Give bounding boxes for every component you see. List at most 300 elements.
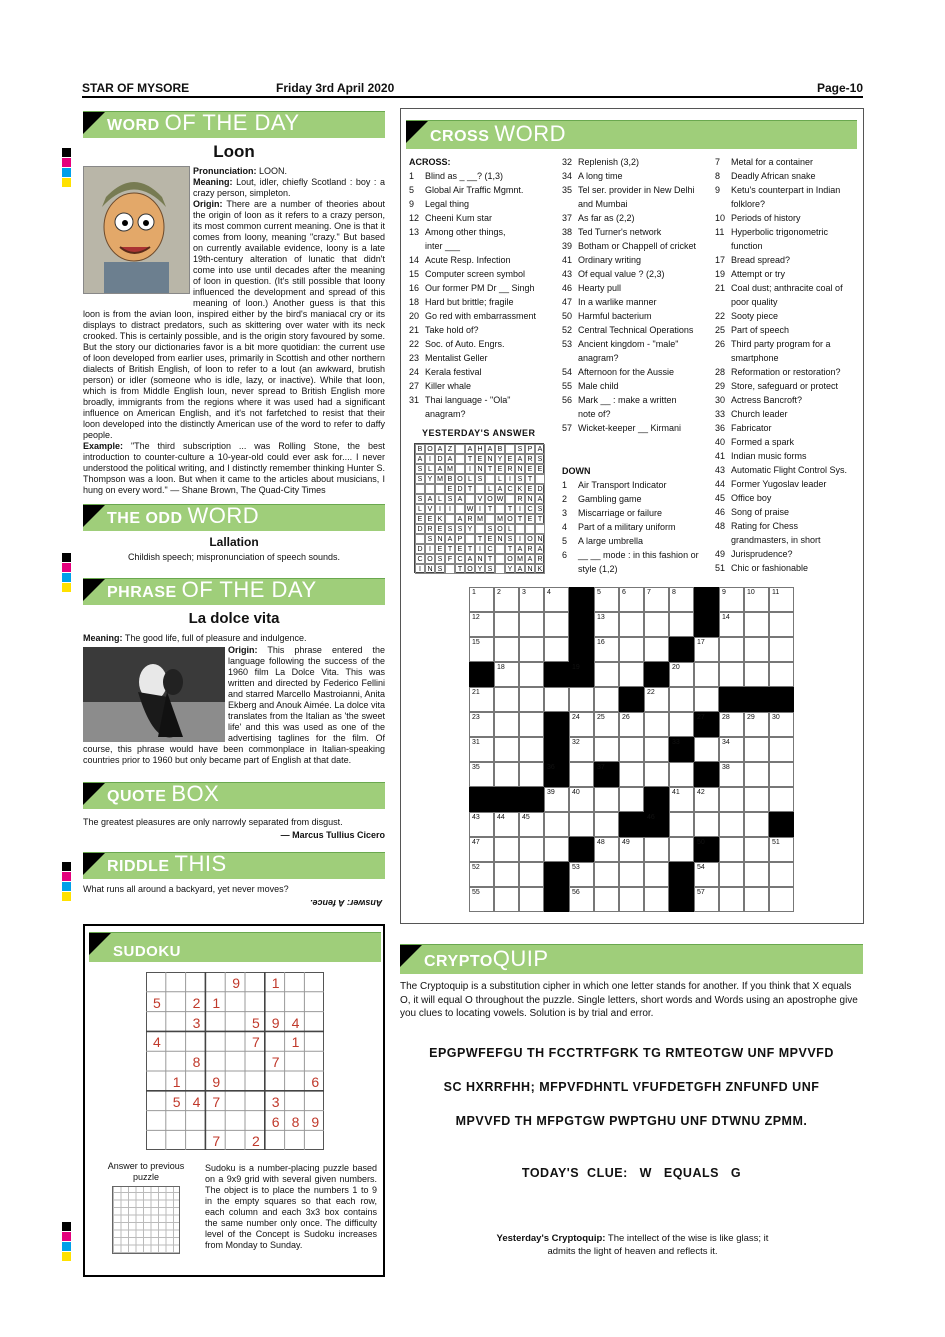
sudoku-cell[interactable]: 1 <box>271 975 280 991</box>
crossword-cell[interactable] <box>519 687 544 712</box>
sudoku-cell[interactable]: 9 <box>232 975 240 991</box>
sudoku-cell[interactable]: 4 <box>291 1014 300 1031</box>
sudoku-cell[interactable] <box>206 1112 226 1132</box>
sudoku-cell[interactable] <box>305 1092 325 1112</box>
yesterday-cell <box>535 524 545 534</box>
yesterday-cell: I <box>415 564 425 574</box>
clue-number: 51 <box>715 563 726 573</box>
sudoku-cell[interactable] <box>147 973 167 993</box>
phrase-origin: Origin: This phrase entered the language following the success of the 1960 film La Dolce Vita. This was written and directed by Federico Fellini and starred Marcello Mastroianni, Anita Ekberg and Anouk Aimée. La dolce vita translates from the Italian as 'the sweet life' and this was used as one of the advertising taglines for the film. Of course, this phrase would have been commonplace in Italian-speaking countries prior to 1960 but only became part of English at that date. <box>83 645 386 765</box>
crossword-cell[interactable] <box>519 612 544 637</box>
cell-number: 17 <box>697 639 705 646</box>
sudoku-cell[interactable]: 7 <box>252 1034 260 1051</box>
crossword-cell[interactable] <box>569 862 594 887</box>
crossword-cell[interactable] <box>594 787 619 812</box>
yesterday-cell: W <box>466 506 474 513</box>
crossword-cell[interactable] <box>694 887 719 912</box>
yesterday-cell <box>445 514 455 524</box>
sudoku-cell[interactable] <box>167 1032 187 1052</box>
clue-text: Blind as _ __? (1,3) <box>425 171 504 181</box>
sudoku-cell[interactable]: 2 <box>192 994 201 1011</box>
sudoku-cell[interactable] <box>167 1112 187 1132</box>
sudoku-cell[interactable]: 2 <box>252 1133 260 1150</box>
crossword-cell[interactable] <box>494 687 519 712</box>
crossword-cell[interactable] <box>469 712 494 737</box>
sudoku-cell[interactable] <box>167 1052 187 1072</box>
crossword-cell[interactable] <box>494 837 519 862</box>
crossword-cell[interactable] <box>519 862 544 887</box>
odd-word-definition: Childish speech; mispronunciation of speech sounds. <box>127 552 341 562</box>
cell-number: 48 <box>597 839 605 846</box>
crossword-cell[interactable] <box>744 762 769 787</box>
yesterday-cell <box>525 524 535 534</box>
sudoku-cell[interactable] <box>147 1052 167 1072</box>
crossword-cell[interactable] <box>719 762 744 787</box>
sudoku-cell[interactable] <box>226 993 246 1013</box>
crossword-cell[interactable] <box>519 587 544 612</box>
yesterday-cell: E <box>435 524 445 534</box>
sudoku-cell[interactable] <box>147 1131 167 1151</box>
crossword-cell[interactable] <box>469 887 494 912</box>
crossword-cell[interactable] <box>469 862 494 887</box>
crossword-cell[interactable] <box>619 612 644 637</box>
crossword-cell[interactable] <box>744 637 769 662</box>
crossword-cell[interactable] <box>719 837 744 862</box>
yesterday-cell: C <box>415 554 425 564</box>
yesterday-cell: S <box>425 534 435 544</box>
crossword-cell[interactable] <box>544 637 569 662</box>
crossword-cell[interactable] <box>469 812 494 837</box>
yesterday-cell: N <box>425 564 435 574</box>
crossword-cell[interactable] <box>594 812 619 837</box>
crossword-cell[interactable] <box>719 612 744 637</box>
crossword-cell[interactable] <box>619 837 644 862</box>
sudoku-cell[interactable] <box>206 1013 226 1033</box>
crossword-cell[interactable] <box>544 612 569 637</box>
sudoku-cell[interactable]: 9 <box>311 1113 320 1130</box>
crossword-cell[interactable] <box>494 637 519 662</box>
sudoku-cell[interactable] <box>187 1131 207 1151</box>
yesterday-cell: A <box>535 444 545 454</box>
crossword-cell[interactable] <box>769 762 794 787</box>
clue-text: Office boy <box>731 493 772 503</box>
cryptoquip-clue: TODAY'S CLUE: W EQUALS G <box>521 1166 742 1180</box>
sudoku-cell[interactable]: 6 <box>311 1074 320 1090</box>
crossword-cell[interactable] <box>569 887 594 912</box>
crossword-cell[interactable] <box>544 837 569 862</box>
clue-text: Kerala festival <box>425 367 482 377</box>
cell-number: 32 <box>572 739 580 746</box>
sudoku-cell[interactable] <box>305 973 325 993</box>
crossword-cell[interactable] <box>494 737 519 762</box>
yesterday-cell: T <box>475 534 485 544</box>
crossword-cell[interactable] <box>494 862 519 887</box>
crossword-cell[interactable] <box>694 637 719 662</box>
sudoku-cell[interactable]: 5 <box>153 994 161 1011</box>
sudoku-cell[interactable] <box>246 993 266 1013</box>
crossword-cell[interactable] <box>519 712 544 737</box>
crossword-cell[interactable] <box>519 762 544 787</box>
crossword-cell[interactable] <box>594 887 619 912</box>
clue-line <box>715 491 847 505</box>
yesterday-cell: E <box>505 454 515 464</box>
sudoku-cell[interactable]: 3 <box>271 1093 280 1110</box>
clue-text: Harmful bacterium <box>578 311 652 321</box>
sudoku-cell[interactable] <box>187 1112 207 1132</box>
sudoku-cell[interactable] <box>305 993 325 1013</box>
crossword-cell[interactable] <box>769 787 794 812</box>
crossword-cell[interactable] <box>569 812 594 837</box>
crossword-cell[interactable] <box>644 612 669 637</box>
sudoku-cell[interactable] <box>226 1112 246 1132</box>
yesterday-cell: Y <box>425 474 435 484</box>
crossword-cell[interactable] <box>494 887 519 912</box>
sudoku-cell[interactable]: 5 <box>252 1014 260 1031</box>
sudoku-cell[interactable] <box>266 1032 286 1052</box>
sudoku-cell[interactable] <box>305 1052 325 1072</box>
crossword-cell[interactable] <box>494 712 519 737</box>
crossword-cell[interactable] <box>519 812 544 837</box>
sudoku-cell[interactable]: 1 <box>212 994 221 1011</box>
crossword-cell[interactable] <box>669 837 694 862</box>
sudoku-cell[interactable] <box>226 1032 246 1052</box>
crossword-cell[interactable] <box>519 637 544 662</box>
crossword-cell[interactable] <box>644 887 669 912</box>
quote-author: — Marcus Tullius Cicero <box>280 830 385 840</box>
crossword-cell[interactable] <box>594 837 619 862</box>
sudoku-cell[interactable] <box>286 1092 306 1112</box>
crossword-black-cell <box>494 787 519 812</box>
sudoku-cell[interactable] <box>167 973 187 993</box>
crossword-cell[interactable] <box>769 837 794 862</box>
clue-line <box>562 379 696 393</box>
crossword-cell[interactable] <box>669 812 694 837</box>
crossword-cell[interactable] <box>744 887 769 912</box>
cell-number: 19 <box>572 664 580 671</box>
sudoku-previous-answer-thumbnail <box>112 1186 180 1254</box>
sudoku-cell[interactable] <box>167 1013 187 1033</box>
sudoku-cell[interactable]: 7 <box>212 1093 221 1110</box>
clue-line <box>715 421 847 435</box>
cell-number: 22 <box>647 689 655 696</box>
sudoku-cell[interactable] <box>147 1072 167 1092</box>
clue-text: Killer whale <box>425 381 472 391</box>
sudoku-cell[interactable] <box>286 1072 306 1092</box>
crossword-cell[interactable] <box>694 737 719 762</box>
sudoku-cell[interactable] <box>246 973 266 993</box>
crossword-cell[interactable] <box>469 612 494 637</box>
crossword-cell[interactable] <box>644 837 669 862</box>
clue-text: Among other things, <box>425 227 506 237</box>
clue-line <box>409 211 536 225</box>
crossword-cell[interactable] <box>669 587 694 612</box>
crossword-cell[interactable] <box>744 862 769 887</box>
crossword-cell[interactable] <box>694 812 719 837</box>
sudoku-cell[interactable] <box>305 1131 325 1151</box>
cell-number: 34 <box>722 739 730 746</box>
riddle-band: RIDDLE THIS <box>83 852 385 879</box>
clue-number: 56 <box>562 395 573 405</box>
sudoku-cell[interactable] <box>187 1032 207 1052</box>
crossword-cell[interactable] <box>494 762 519 787</box>
sudoku-cell[interactable] <box>305 1013 325 1033</box>
crossword-cell[interactable] <box>719 712 744 737</box>
clue-line <box>715 239 847 253</box>
crossword-cell[interactable] <box>719 787 744 812</box>
clue-line <box>562 155 696 169</box>
crossword-cell[interactable] <box>769 712 794 737</box>
crossword-cell[interactable] <box>494 662 519 687</box>
clue-line <box>715 197 847 211</box>
crossword-cell[interactable] <box>494 612 519 637</box>
crossword-cell[interactable] <box>744 737 769 762</box>
crossword-cell[interactable] <box>619 712 644 737</box>
clue-text: Tel ser. provider in New Delhi <box>578 185 695 195</box>
sudoku-cell[interactable] <box>147 1092 167 1112</box>
crossword-cell[interactable] <box>519 887 544 912</box>
sudoku-cell[interactable] <box>206 1032 226 1052</box>
crossword-cell[interactable] <box>669 787 694 812</box>
crossword-cell[interactable] <box>769 637 794 662</box>
crossword-cell[interactable] <box>594 612 619 637</box>
clue-line <box>562 548 699 562</box>
clue-number: 28 <box>715 367 726 377</box>
clue-text: grandmasters, in short <box>731 535 821 545</box>
crossword-cell[interactable] <box>694 662 719 687</box>
crossword-cell[interactable] <box>569 712 594 737</box>
clue-line <box>562 169 696 183</box>
sudoku-cell[interactable] <box>226 1092 246 1112</box>
crossword-cell[interactable] <box>619 787 644 812</box>
crossword-cell[interactable] <box>619 637 644 662</box>
sudoku-cell[interactable]: 9 <box>271 1014 280 1031</box>
crossword-cell[interactable] <box>744 787 769 812</box>
crossword-cell[interactable] <box>619 662 644 687</box>
clue-line <box>562 309 696 323</box>
crossword-cell[interactable] <box>744 837 769 862</box>
sudoku-cell[interactable]: 1 <box>291 1034 300 1051</box>
sudoku-cell[interactable] <box>246 1052 266 1072</box>
crossword-cell[interactable] <box>494 812 519 837</box>
crossword-cell[interactable] <box>544 587 569 612</box>
sudoku-cell[interactable] <box>305 1032 325 1052</box>
crossword-cell[interactable] <box>744 712 769 737</box>
crossword-cell[interactable] <box>744 612 769 637</box>
crossword-cell[interactable] <box>644 687 669 712</box>
sudoku-cell[interactable] <box>266 993 286 1013</box>
crossword-cell[interactable] <box>594 712 619 737</box>
cell-number: 50 <box>697 839 705 846</box>
yesterday-cell: A <box>515 544 525 554</box>
crossword-cell[interactable] <box>594 687 619 712</box>
crossword-cell[interactable] <box>669 712 694 737</box>
clue-text: Go red with embarrassment <box>425 311 537 321</box>
clue-text: Mark __ : make a written <box>578 395 677 405</box>
crossword-cell[interactable] <box>669 687 694 712</box>
crossword-cell[interactable] <box>694 862 719 887</box>
crossword-cell[interactable] <box>544 812 569 837</box>
crossword-cell[interactable] <box>769 862 794 887</box>
crossword-cell[interactable] <box>719 862 744 887</box>
sudoku-cell[interactable]: 8 <box>192 1054 201 1071</box>
sudoku-cell[interactable] <box>147 1112 167 1132</box>
clue-text: smartphone <box>731 353 779 363</box>
clue-text: Air Transport Indicator <box>578 480 667 490</box>
crossword-cell[interactable] <box>469 837 494 862</box>
crossword-cell[interactable] <box>769 612 794 637</box>
crossword-cell[interactable] <box>719 887 744 912</box>
crossword-cell[interactable] <box>669 612 694 637</box>
sudoku-cell[interactable] <box>206 1052 226 1072</box>
yesterday-cell: O <box>495 524 505 534</box>
yesterday-cell: S <box>445 494 455 504</box>
crossword-black-cell <box>769 687 794 712</box>
crossword-black-cell <box>569 637 594 662</box>
crossword-cell[interactable] <box>644 737 669 762</box>
crossword-cell[interactable] <box>544 687 569 712</box>
sudoku-cell[interactable] <box>187 1072 207 1092</box>
crossword-cell[interactable] <box>719 812 744 837</box>
crossword-cell[interactable] <box>744 662 769 687</box>
crossword-cell[interactable] <box>769 887 794 912</box>
crossword-cell[interactable] <box>719 587 744 612</box>
yesterday-cell: S <box>485 524 495 534</box>
sudoku-cell[interactable]: 7 <box>212 1133 221 1150</box>
sudoku-cell[interactable] <box>226 1072 246 1092</box>
crossword-cell[interactable] <box>744 587 769 612</box>
sudoku-cell[interactable] <box>286 993 306 1013</box>
clue-line <box>715 351 847 365</box>
yesterday-cell: T <box>505 504 515 514</box>
crossword-cell[interactable] <box>619 737 644 762</box>
clue-text: Ketu's counterpart in Indian <box>731 185 841 195</box>
crossword-cell[interactable] <box>519 662 544 687</box>
clue-text: Botham or Chappell of cricket <box>578 241 697 251</box>
yesterday-cell: O <box>505 554 515 564</box>
crossword-cell[interactable] <box>544 787 569 812</box>
crossword-cell[interactable] <box>594 637 619 662</box>
sudoku-cell[interactable] <box>246 1112 266 1132</box>
crossword-cell[interactable] <box>469 762 494 787</box>
crossword-cell[interactable] <box>594 862 619 887</box>
crossword-cell[interactable] <box>769 662 794 687</box>
yesterday-cell: E <box>525 484 535 494</box>
crossword-cell[interactable] <box>619 762 644 787</box>
clue-text: Central Technical Operations <box>578 325 694 335</box>
sudoku-cell[interactable]: 3 <box>192 1014 201 1031</box>
yesterday-cell <box>495 504 505 514</box>
yesterday-cell: F <box>445 554 455 564</box>
crossword-cell[interactable] <box>619 587 644 612</box>
sudoku-cell[interactable]: 7 <box>271 1054 280 1071</box>
sudoku-cell[interactable] <box>206 973 226 993</box>
sudoku-cell[interactable]: 6 <box>271 1113 280 1130</box>
sudoku-cell[interactable] <box>226 1131 246 1151</box>
sudoku-cell[interactable] <box>167 993 187 1013</box>
clue-number: 46 <box>715 507 726 517</box>
crossword-cell[interactable] <box>669 662 694 687</box>
crossword-cell[interactable] <box>694 687 719 712</box>
sudoku-cell[interactable]: 4 <box>192 1093 201 1110</box>
sudoku-cell[interactable]: 9 <box>212 1074 221 1090</box>
crossword-cell[interactable] <box>469 637 494 662</box>
crossword-cell[interactable] <box>519 737 544 762</box>
crossword-cell[interactable] <box>569 737 594 762</box>
clue-number: 12 <box>409 213 420 223</box>
crossword-cell[interactable] <box>569 787 594 812</box>
crossword-cell[interactable] <box>569 687 594 712</box>
cell-number: 11 <box>772 589 780 596</box>
sudoku-cell[interactable] <box>246 1092 266 1112</box>
sudoku-cell[interactable]: 8 <box>291 1113 300 1130</box>
phrase-band: PHRASE OF THE DAY <box>83 578 385 605</box>
crossword-cell[interactable] <box>594 737 619 762</box>
sudoku-cell[interactable] <box>286 973 306 993</box>
sudoku-cell[interactable] <box>226 1013 246 1033</box>
crossword-cell[interactable] <box>519 837 544 862</box>
clue-line <box>715 449 847 463</box>
yesterday-cell: A <box>495 484 505 494</box>
cryptoquip-band: CRYPTOQUIP <box>400 944 863 974</box>
crossword-cell[interactable] <box>619 887 644 912</box>
crossword-cell[interactable] <box>719 637 744 662</box>
yesterday-cell: E <box>455 544 465 554</box>
sudoku-cell[interactable] <box>226 1052 246 1072</box>
clue-number: 48 <box>715 521 726 531</box>
crossword-cell[interactable] <box>569 762 594 787</box>
sudoku-cell[interactable] <box>246 1072 266 1092</box>
crossword-cell[interactable] <box>494 587 519 612</box>
cell-number: 5 <box>597 589 601 596</box>
crossword-cell[interactable] <box>669 762 694 787</box>
crossword-cell[interactable] <box>469 737 494 762</box>
yesterday-cell: R <box>525 454 535 464</box>
sudoku-cell[interactable]: 5 <box>172 1093 181 1110</box>
sudoku-cell[interactable]: 1 <box>172 1074 181 1090</box>
crossword-cell[interactable] <box>719 662 744 687</box>
crossword-cell[interactable] <box>644 637 669 662</box>
sudoku-cell[interactable] <box>266 1072 286 1092</box>
cell-number: 28 <box>722 714 730 721</box>
crossword-cell[interactable] <box>769 587 794 612</box>
yesterday-cell: S <box>485 564 495 574</box>
sudoku-cell[interactable] <box>286 1131 306 1151</box>
crossword-cell[interactable] <box>719 737 744 762</box>
crossword-cell[interactable] <box>744 812 769 837</box>
crossword-cell[interactable] <box>644 762 669 787</box>
crossword-cell[interactable] <box>769 737 794 762</box>
crossword-cell[interactable] <box>619 862 644 887</box>
crossword-cell[interactable] <box>594 587 619 612</box>
sudoku-cell[interactable] <box>147 1013 167 1033</box>
yesterday-cell: A <box>425 494 435 504</box>
sudoku-cell[interactable]: 4 <box>153 1034 161 1051</box>
crossword-cell[interactable] <box>594 662 619 687</box>
crossword-cell[interactable] <box>644 862 669 887</box>
crossword-cell[interactable] <box>469 587 494 612</box>
cell-number: 3 <box>522 589 526 596</box>
crossword-cell[interactable] <box>644 712 669 737</box>
crossword-cell[interactable] <box>694 787 719 812</box>
crossword-cell[interactable] <box>469 687 494 712</box>
sudoku-cell[interactable] <box>266 1131 286 1151</box>
sudoku-cell[interactable] <box>167 1131 187 1151</box>
sudoku-cell[interactable] <box>286 1052 306 1072</box>
sudoku-cell[interactable] <box>187 973 207 993</box>
clue-number: 1 <box>409 171 415 181</box>
clue-line <box>409 323 536 337</box>
crossword-cell[interactable] <box>644 587 669 612</box>
